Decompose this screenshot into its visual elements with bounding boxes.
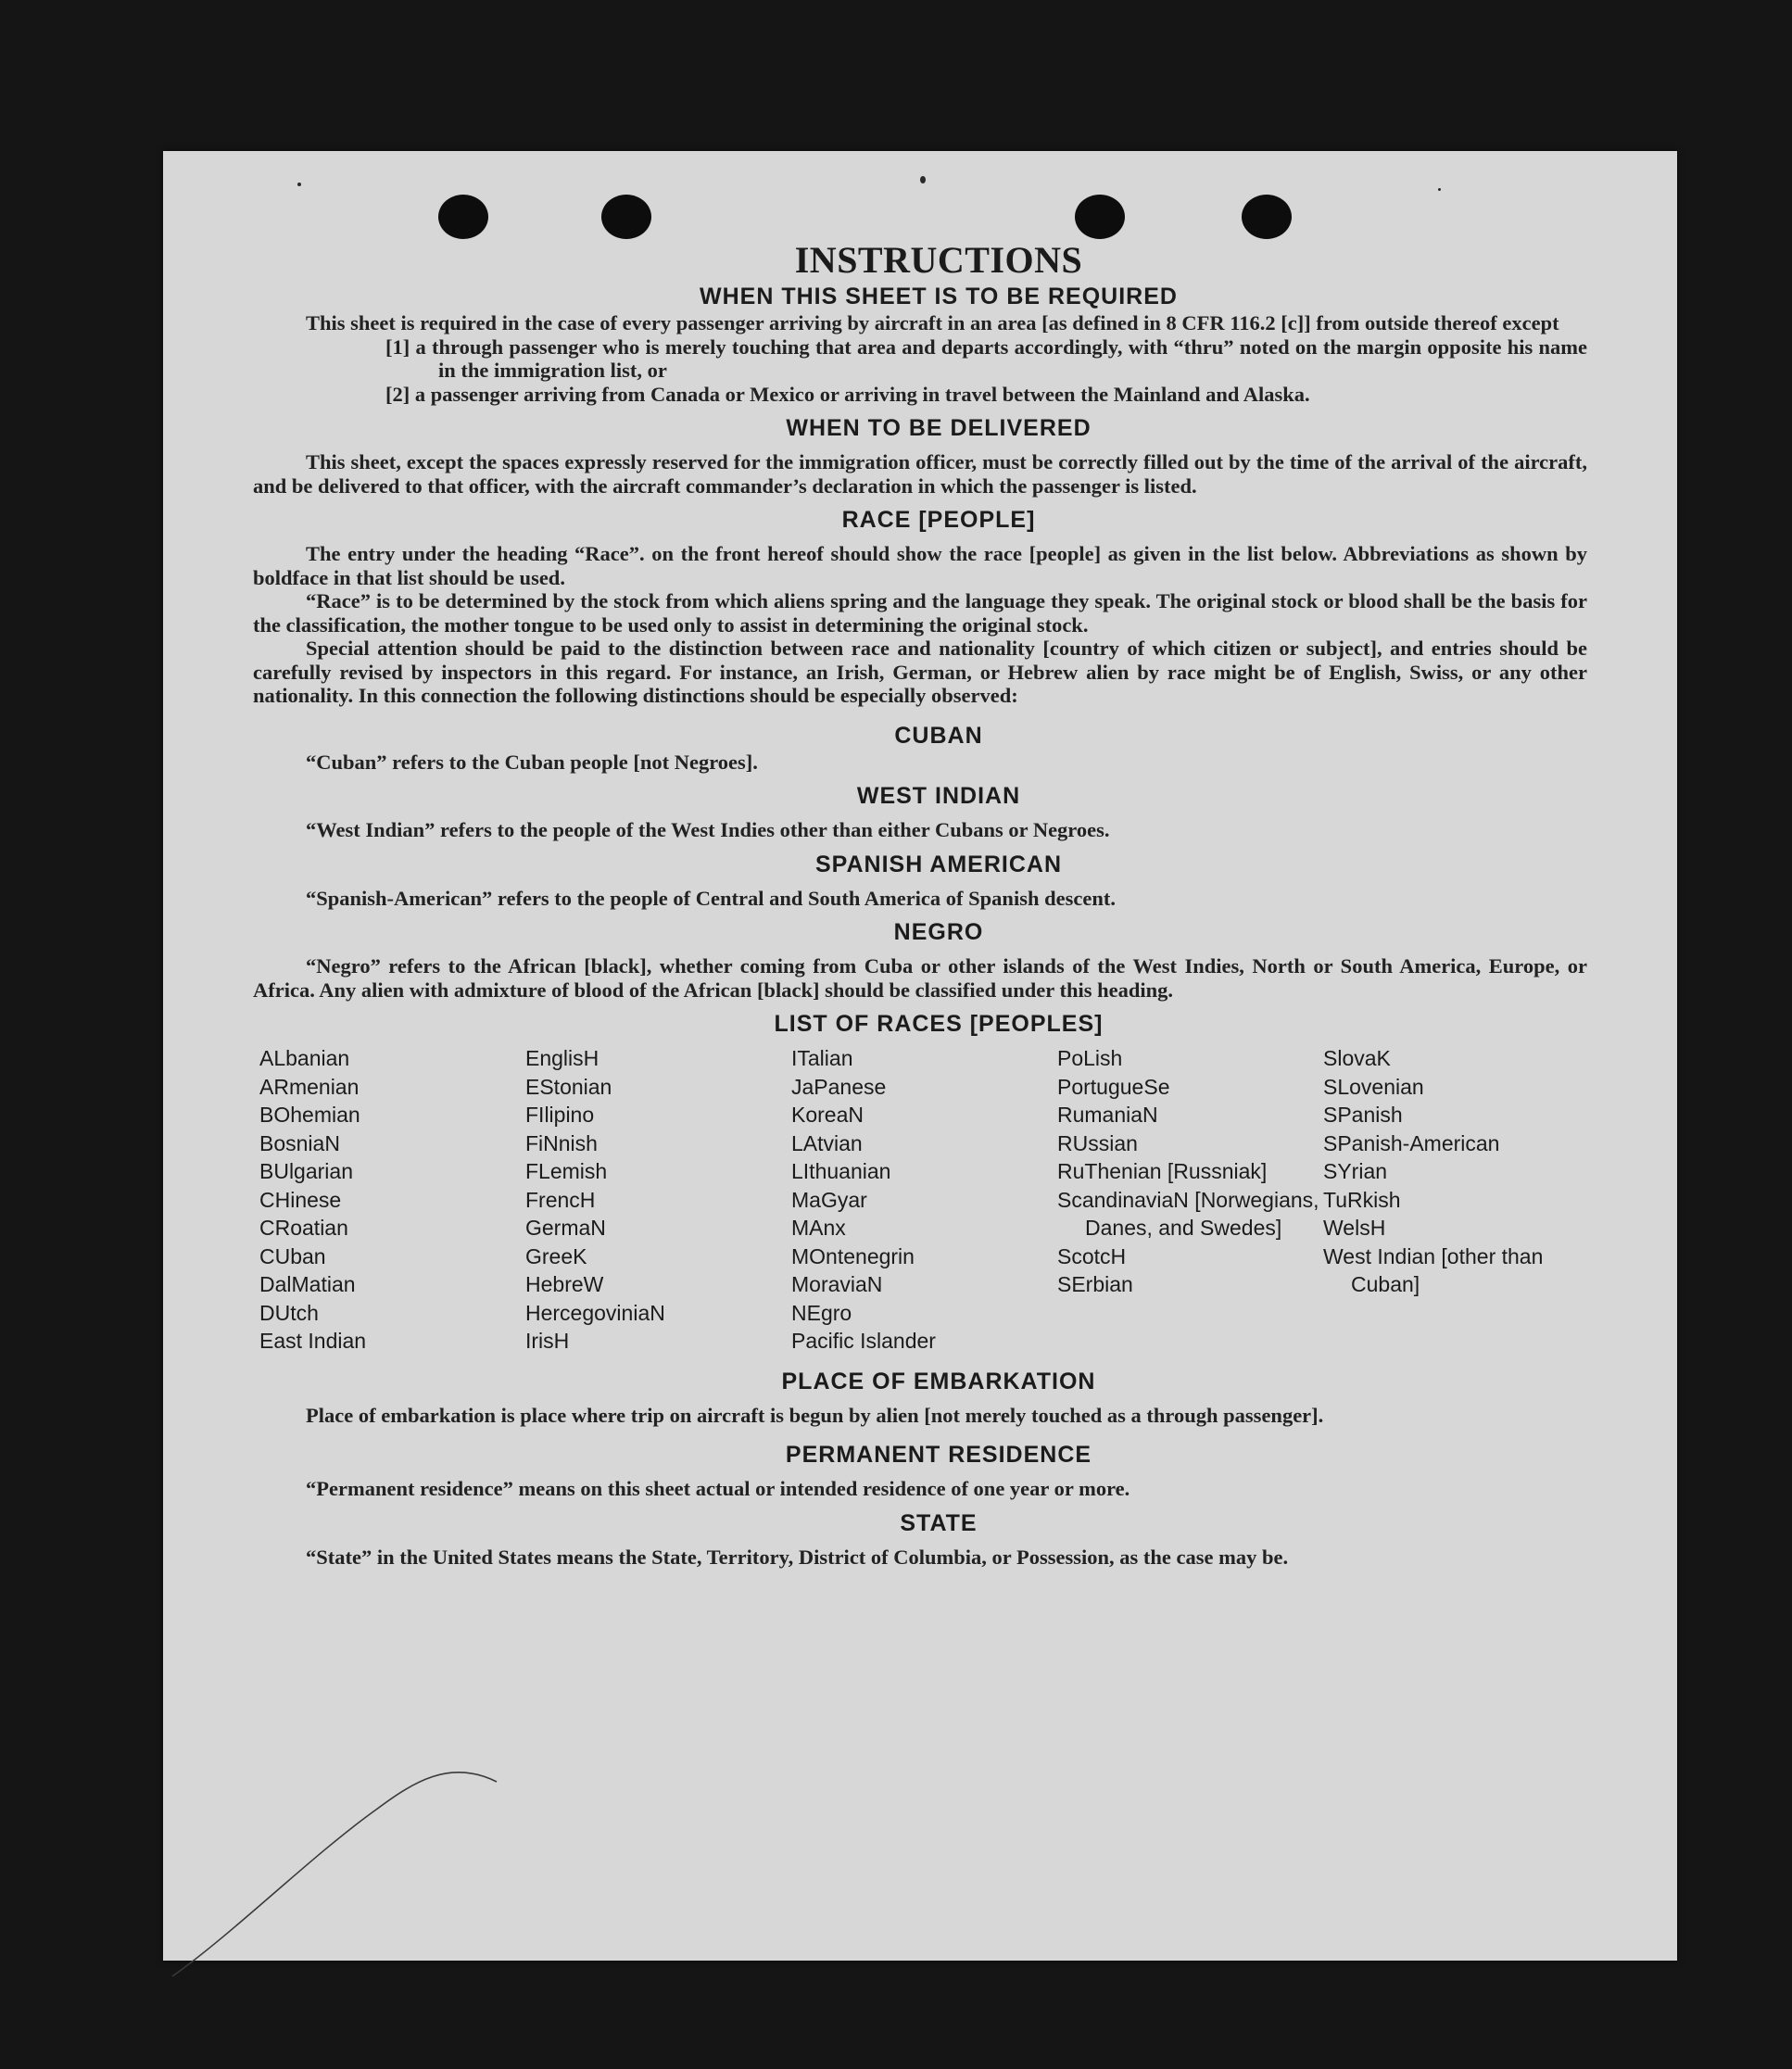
heading-permanent-residence: PERMANENT RESIDENCE bbox=[785, 1442, 1092, 1468]
race-entry: JaPanese bbox=[791, 1074, 887, 1099]
races-column bbox=[791, 1044, 1057, 1356]
paragraph-race-3: Special attention should be paid to the distinction between race and nationality [country of which citizen or subject], and entries should be carefully revised by inspectors in this regard. For instance, an Irish, German, or Hebrew alien by race might be of English, Swiss, or any other nationality. In this connection the following distinctions should be especially observed: bbox=[253, 637, 1587, 707]
race-entry: FrencH bbox=[525, 1187, 596, 1212]
list-item-exception-1: [1] a through passenger who is merely touching that area and departs accordingly, with “thru” noted on the margin opposite his name in the immigration list, or bbox=[385, 334, 1587, 382]
paragraph-when-delivered: This sheet, except the spaces expressly reserved for the immigration officer, must be correctly filled out by the time of the arrival of the aircraft, and be delivered to that officer, with the aircraft commander’s declaration in which the passenger is listed. bbox=[253, 450, 1587, 498]
race-entry: BosniaN bbox=[259, 1130, 340, 1155]
races-column bbox=[259, 1044, 525, 1356]
race-entry: DUtch bbox=[259, 1300, 319, 1325]
race-entry: SPanish bbox=[1323, 1103, 1403, 1127]
race-entry: TuRkish bbox=[1323, 1187, 1401, 1212]
paragraph-west-indian: “West Indian” refers to the people of the West Indies other than either Cubans or Negroes. bbox=[306, 818, 1110, 841]
race-entry: FLemish bbox=[525, 1159, 608, 1183]
races-column bbox=[1323, 1044, 1589, 1356]
race-entry: ScandinaviaN [Norwegians, Danes, and Swedes] bbox=[1057, 1187, 1319, 1240]
race-entry: NEgro bbox=[791, 1300, 852, 1325]
race-entry: ARmenian bbox=[259, 1074, 360, 1099]
list-item-exception-2: [2] a passenger arriving from Canada or Mexico or arriving in travel between the Mainland and Alaska. bbox=[385, 382, 1310, 406]
race-entry: CUban bbox=[259, 1243, 326, 1268]
paragraph-cuban: “Cuban” refers to the Cuban people [not Negroes]. bbox=[306, 750, 758, 774]
paragraph-state: “State” in the United States means the State, Territory, District of Columbia, or Possession, as the case may be. bbox=[306, 1545, 1289, 1569]
race-entry: CRoatian bbox=[259, 1216, 348, 1240]
race-entry: KoreaN bbox=[791, 1103, 864, 1127]
speck bbox=[920, 176, 926, 183]
heading-state: STATE bbox=[900, 1509, 978, 1536]
race-entry: EnglisH bbox=[525, 1046, 599, 1070]
race-entry: GreeK bbox=[525, 1243, 587, 1268]
race-entry: RuThenian [Russniak] bbox=[1057, 1159, 1268, 1183]
race-entry: SLovenian bbox=[1323, 1074, 1424, 1099]
punch-hole bbox=[1075, 195, 1125, 239]
race-entry: EStonian bbox=[525, 1074, 612, 1099]
punch-hole bbox=[601, 195, 651, 239]
heading-when-delivered: WHEN TO BE DELIVERED bbox=[786, 415, 1092, 441]
race-entry: HebreW bbox=[525, 1272, 604, 1296]
paragraph-negro: “Negro” refers to the African [black], whether coming from Cuba or other islands of the West Indies, North or South America, Europe, or Africa. Any alien with admixture of blood of the African [black] should be classified under this heading. bbox=[253, 954, 1587, 1002]
race-entry: MAnx bbox=[791, 1216, 846, 1240]
race-entry: MOntenegrin bbox=[791, 1243, 915, 1268]
race-entry: BUlgarian bbox=[259, 1159, 353, 1183]
race-entry: LIthuanian bbox=[791, 1159, 891, 1183]
race-entry: ITalian bbox=[791, 1046, 853, 1070]
instructions-content bbox=[253, 239, 1587, 1569]
paragraph-when-required: This sheet is required in the case of every passenger arriving by aircraft in an area [as defined in 8 CFR 116.2 [c]] from outside thereof except bbox=[306, 311, 1559, 334]
race-entry: CHinese bbox=[259, 1187, 342, 1212]
race-entry: PortugueSe bbox=[1057, 1074, 1170, 1099]
race-entry: SlovaK bbox=[1323, 1046, 1391, 1070]
paragraph-race-1: The entry under the heading “Race”. on the front hereof should show the race [people] as given in the list below. Abbreviations as shown by boldface in that list should be used. bbox=[253, 542, 1587, 589]
race-entry: HercegoviniaN bbox=[525, 1300, 665, 1325]
race-entry: SPanish-American bbox=[1323, 1130, 1500, 1155]
race-entry: East Indian bbox=[259, 1329, 367, 1353]
race-entry: GermaN bbox=[525, 1216, 606, 1240]
paragraph-permanent-residence: “Permanent residence” means on this sheet actual or intended residence of one year or more. bbox=[306, 1477, 1130, 1500]
heading-list-of-races: LIST OF RACES [PEOPLES] bbox=[774, 1011, 1104, 1037]
heading-embarkation: PLACE OF EMBARKATION bbox=[781, 1368, 1096, 1394]
race-entry: ALbanian bbox=[259, 1046, 350, 1070]
race-entry: RumaniaN bbox=[1057, 1103, 1158, 1127]
heading-when-required: WHEN THIS SHEET IS TO BE REQUIRED bbox=[700, 284, 1178, 309]
race-entry: RUssian bbox=[1057, 1130, 1138, 1155]
punch-hole bbox=[1242, 195, 1292, 239]
heading-race: RACE [PEOPLE] bbox=[841, 507, 1036, 533]
race-entry: FIlipino bbox=[525, 1103, 595, 1127]
race-entry: SErbian bbox=[1057, 1272, 1133, 1296]
heading-west-indian: WEST INDIAN bbox=[856, 783, 1021, 809]
race-entry: IrisH bbox=[525, 1329, 570, 1353]
heading-negro: NEGRO bbox=[893, 919, 984, 945]
race-entry: WelsH bbox=[1323, 1216, 1386, 1240]
race-entry: BOhemian bbox=[259, 1103, 360, 1127]
race-entry: West Indian [other than Cuban] bbox=[1323, 1243, 1544, 1296]
race-entry: DalMatian bbox=[259, 1272, 356, 1296]
race-entry: ScotcH bbox=[1057, 1243, 1127, 1268]
paragraph-race-2: “Race” is to be determined by the stock from which aliens spring and the language they speak. The original stock or blood shall be the basis for the classification, the mother tongue to be used only to assist in determining the original stock. bbox=[253, 589, 1587, 637]
punch-hole bbox=[438, 195, 488, 239]
paragraph-embarkation: Place of embarkation is place where trip on aircraft is begun by alien [not merely touched as a through passenger]. bbox=[306, 1403, 1324, 1427]
races-column bbox=[1057, 1044, 1323, 1356]
race-entry: FiNnish bbox=[525, 1130, 598, 1155]
races-list bbox=[259, 1044, 1587, 1356]
page-title: INSTRUCTIONS bbox=[794, 239, 1083, 281]
heading-cuban: CUBAN bbox=[894, 722, 983, 749]
speck bbox=[297, 183, 301, 186]
document-sheet bbox=[163, 151, 1677, 1961]
race-entry: LAtvian bbox=[791, 1130, 863, 1155]
heading-spanish-american: SPANISH AMERICAN bbox=[814, 851, 1062, 877]
pencil-mark bbox=[163, 1671, 534, 2004]
race-entry: MaGyar bbox=[791, 1187, 867, 1212]
race-entry: PoLish bbox=[1057, 1046, 1123, 1070]
paragraph-spanish-american: “Spanish-American” refers to the people of Central and South America of Spanish descent. bbox=[306, 886, 1116, 910]
race-entry: SYrian bbox=[1323, 1159, 1388, 1183]
race-entry: Pacific Islander bbox=[791, 1329, 936, 1353]
races-column bbox=[525, 1044, 791, 1356]
race-entry: MoraviaN bbox=[791, 1272, 883, 1296]
speck bbox=[1438, 188, 1441, 191]
